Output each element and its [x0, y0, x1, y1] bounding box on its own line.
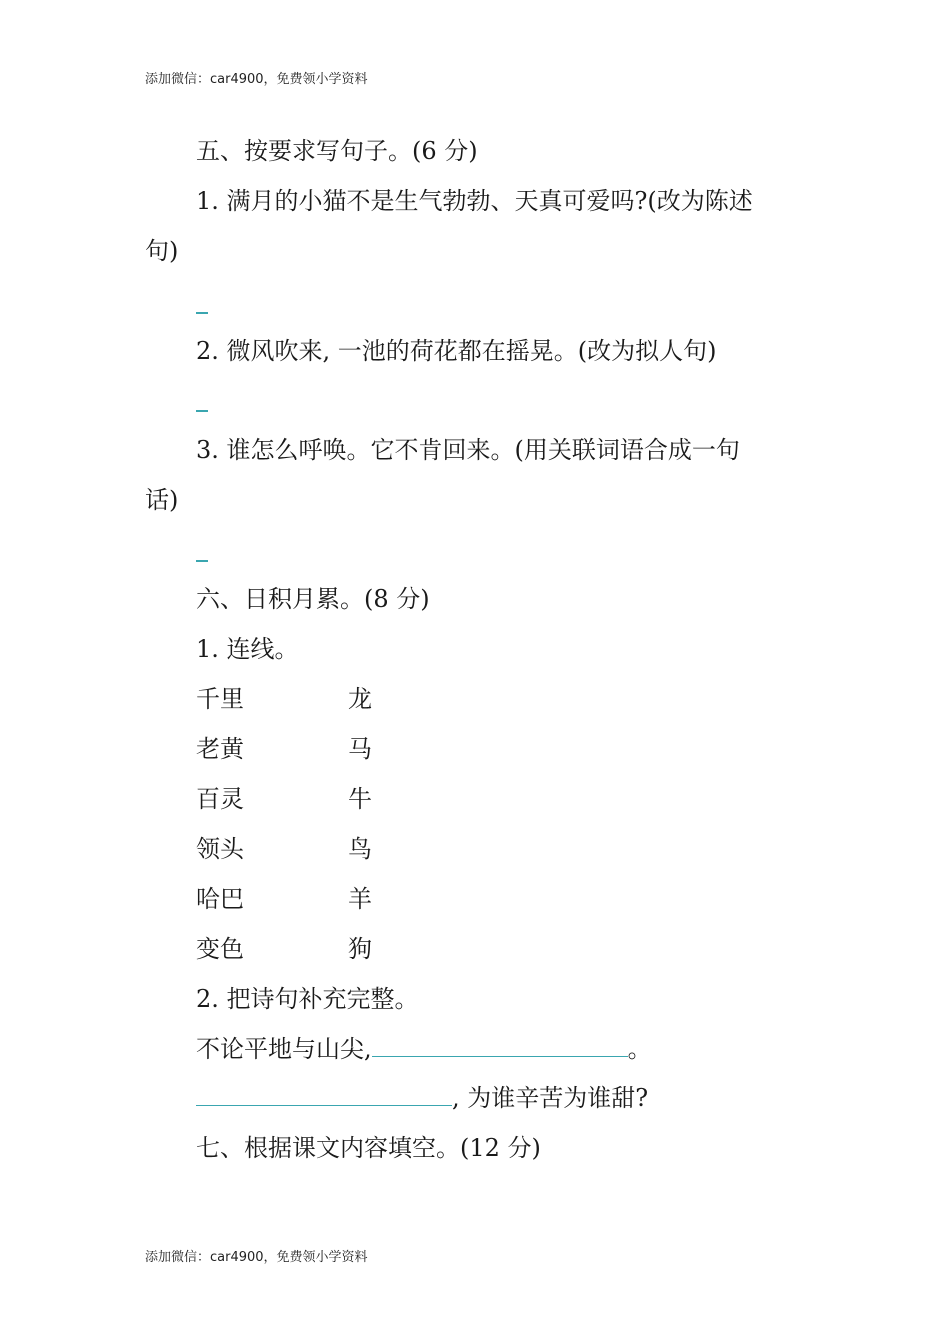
match-right-item[interactable]: 狗 — [348, 935, 372, 963]
poem-blank-1[interactable] — [372, 1034, 628, 1057]
match-left-item[interactable]: 老黄 — [196, 735, 244, 763]
question-5-3-line1: 3. 谁怎么呼唤。它不肯回来。(用关联词语合成一句 — [196, 436, 740, 464]
match-left-item[interactable]: 变色 — [196, 935, 244, 963]
match-left-item[interactable]: 哈巴 — [196, 885, 244, 913]
section-5-title: 五、按要求写句子。(6 分) — [196, 137, 478, 165]
page-header: 添加微信：car4900，免费领小学资料 — [145, 72, 368, 87]
match-right-item[interactable]: 羊 — [348, 885, 372, 913]
poem-blank-2[interactable] — [196, 1083, 452, 1106]
question-5-2: 2. 微风吹来, 一池的荷花都在摇晃。(改为拟人句) — [196, 337, 717, 365]
match-left-item[interactable]: 百灵 — [196, 785, 244, 813]
page-footer: 添加微信：car4900，免费领小学资料 — [145, 1250, 368, 1265]
poem-line-1 — [196, 1034, 652, 1064]
question-6-2: 2. 把诗句补充完整。 — [196, 985, 419, 1013]
poem-line-2-text: , 为谁辛苦为谁甜? — [452, 1084, 649, 1112]
poem-line-1-end: 。 — [627, 1035, 652, 1063]
section-6-title: 六、日积月累。(8 分) — [196, 585, 430, 613]
match-right-item[interactable]: 马 — [348, 735, 372, 763]
match-right-item[interactable]: 龙 — [348, 685, 372, 713]
answer-blank-5-3[interactable] — [196, 560, 208, 562]
question-5-1-line2: 句) — [145, 237, 179, 265]
poem-line-2 — [196, 1083, 648, 1113]
match-left-item[interactable]: 领头 — [196, 835, 244, 863]
match-left-item[interactable]: 千里 — [196, 685, 244, 713]
poem-line-1-text: 不论平地与山尖, — [196, 1035, 372, 1063]
question-5-1-line1: 1. 满月的小猫不是生气勃勃、天真可爱吗?(改为陈述 — [196, 187, 753, 215]
match-right-item[interactable]: 牛 — [348, 785, 372, 813]
answer-blank-5-1[interactable] — [196, 312, 208, 314]
section-7-title: 七、根据课文内容填空。(12 分) — [196, 1134, 541, 1162]
question-5-3-line2: 话) — [145, 486, 179, 514]
match-right-item[interactable]: 鸟 — [348, 835, 372, 863]
question-6-1: 1. 连线。 — [196, 635, 299, 663]
answer-blank-5-2[interactable] — [196, 410, 208, 412]
